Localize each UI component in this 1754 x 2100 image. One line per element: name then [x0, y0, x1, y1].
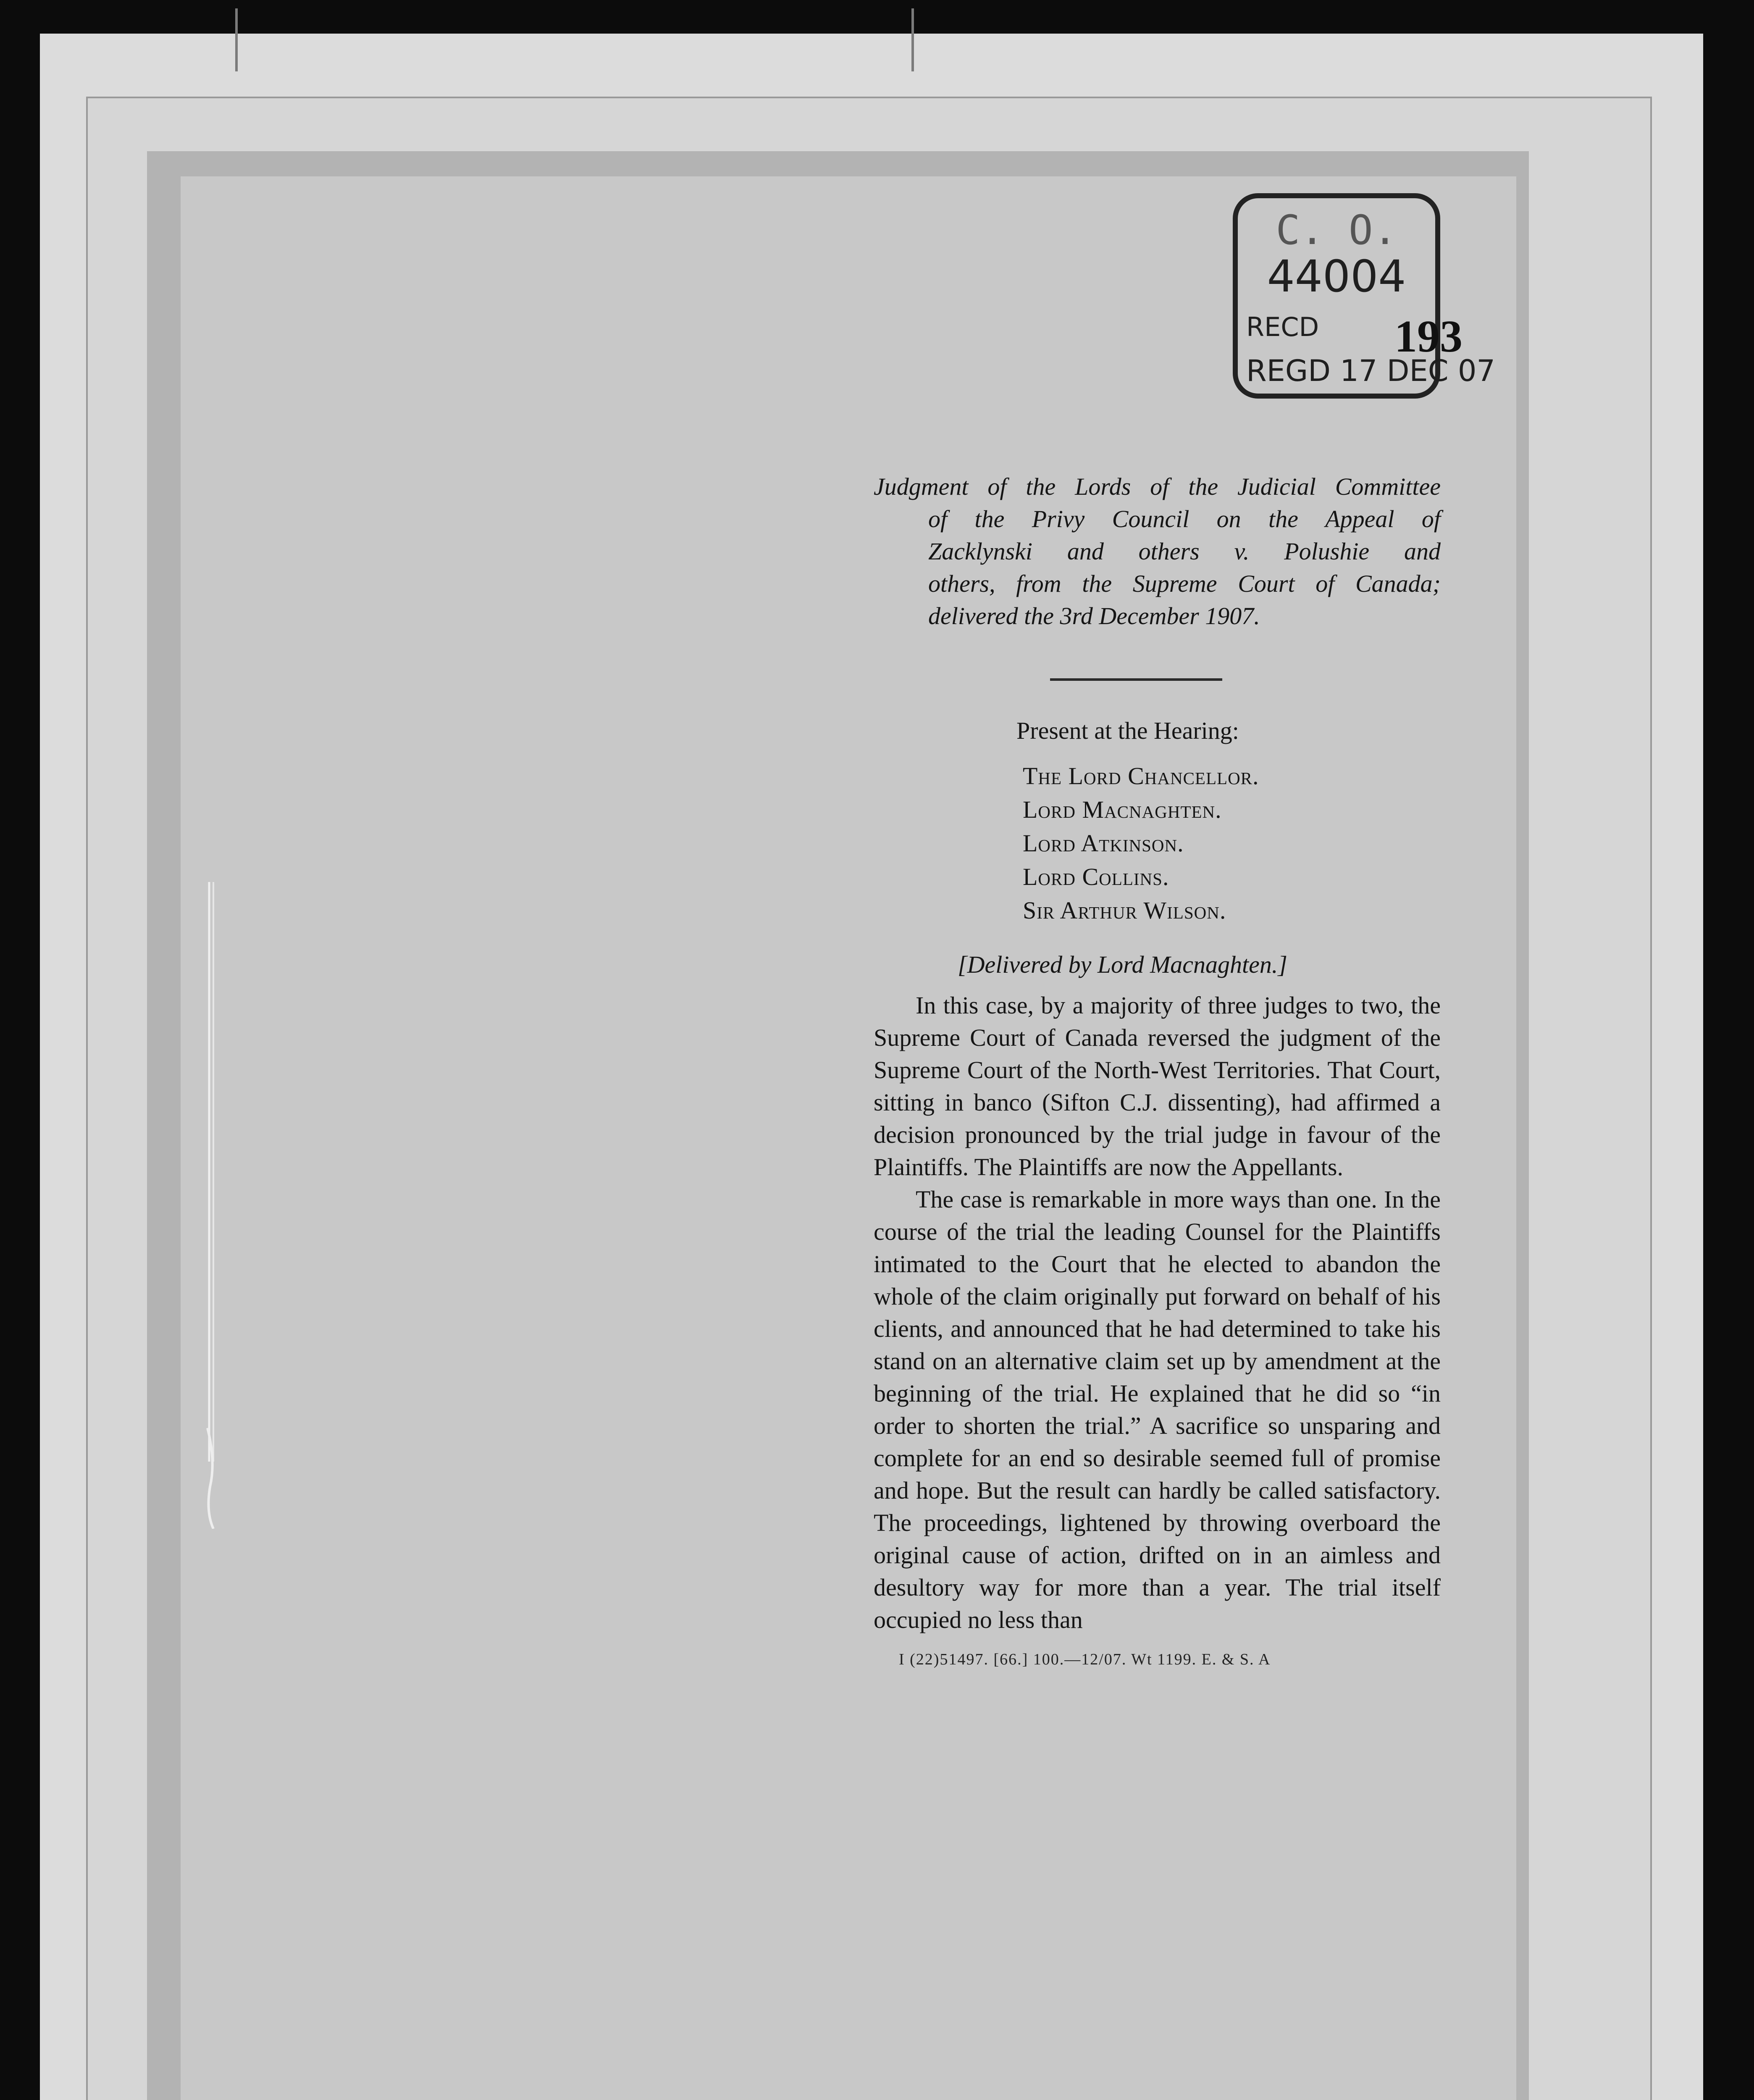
section-divider — [1050, 678, 1222, 681]
stamp-office-code: C. O. — [1276, 207, 1397, 254]
title-line: delivered the 3rd December 1907. — [928, 602, 1260, 630]
binding-string — [206, 882, 218, 1529]
body-paragraph: The case is remarkable in more ways than one. In the course of the trial the leading Counsel for the Plaintiffs intimated to the Court that he elected to abandon the whole of the claim originally put forward on behalf of his clients, and announced that he had determined to take his stand on an alternative claim set up by amendment at the beginning of the trial. He explained that he did so “in order to shorten the trial.” A sacrifice so unsparing and complete for an end so desirable seemed full of promise and hope. But the result can hardly be called satisfactory. The proceedings, lightened by throwing overboard the original cause of action, drifted on in an aimless and desultory way for more than a year. The trial itself occupied no less than — [874, 1186, 1441, 1633]
title-line: of the Privy Council on the Appeal of — [928, 505, 1441, 533]
present-heading: Present at the Hearing: — [1016, 717, 1239, 744]
judge-name: Sir Arthur Wilson. — [1023, 897, 1226, 924]
judgment-text — [874, 470, 1441, 1676]
stamp-file-number: 44004 — [1267, 251, 1406, 302]
judge-name: Lord Atkinson. — [1023, 830, 1184, 857]
top-fold-mark — [911, 8, 914, 71]
printer-imprint: I (22)51497. [66.] 100.—12/07. Wt 1199. E. & S. A — [899, 1651, 1271, 1668]
body-paragraph: In this case, by a majority of three judges to two, the Supreme Court of Canada reversed the judgment of the Supreme Court of the North-West Territories. That Court, sitting in banco (Sifton C.J. dissenting), had affirmed a decision pronounced by the trial judge in favour of the Plaintiffs. The Plaintiffs are now the Appellants. — [874, 992, 1441, 1181]
delivered-by: [Delivered by Lord Macnaghten.] — [958, 951, 1287, 978]
receipt-stamp — [1233, 193, 1495, 399]
title-line: others, from the Supreme Court of Canada; — [928, 570, 1441, 597]
top-fold-mark — [235, 8, 238, 71]
stamp-registered-date: REGD 17 DEC 07 — [1246, 354, 1495, 388]
title-line: Judgment of the Lords of the Judicial Committee — [874, 473, 1441, 500]
judge-name: The Lord Chancellor. — [1023, 762, 1259, 790]
stamp-received-label: RECD — [1246, 312, 1319, 342]
judgment-body — [874, 989, 1441, 1636]
title-line: Zacklynski and others v. Polushie and — [928, 538, 1441, 565]
folio-number: 193 — [1394, 312, 1463, 362]
judge-name: Lord Collins. — [1023, 863, 1169, 890]
judge-name: Lord Macnaghten. — [1023, 796, 1222, 823]
